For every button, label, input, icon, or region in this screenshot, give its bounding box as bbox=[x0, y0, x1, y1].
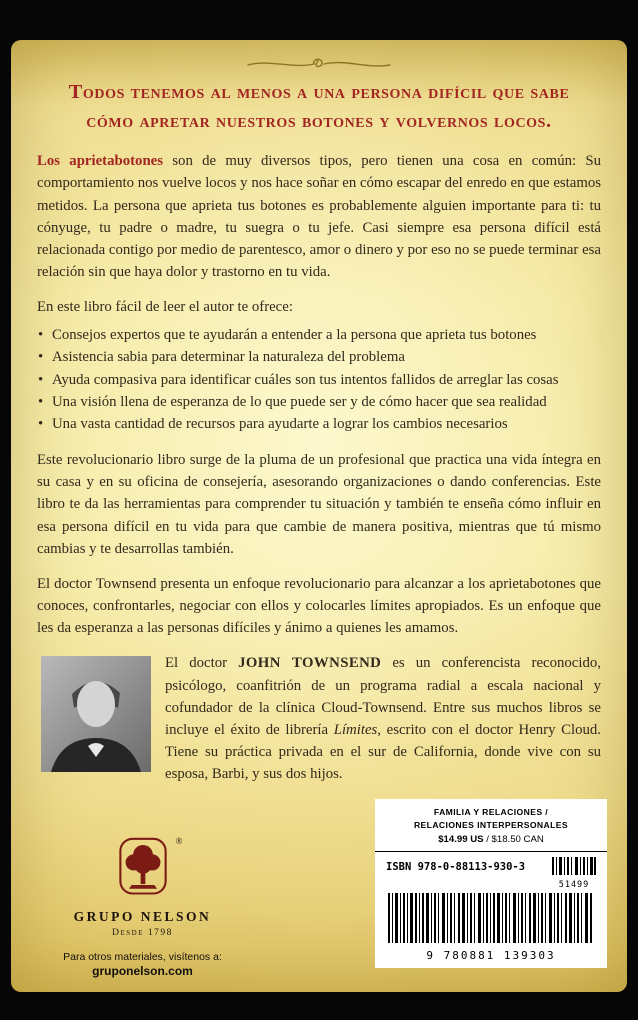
bullet-text: Una vasta cantidad de recursos para ayudarte a lograr los cambios necesarios bbox=[52, 416, 508, 433]
addon-digits: 51499 bbox=[558, 880, 590, 890]
intro-paragraph bbox=[37, 150, 601, 283]
footer bbox=[35, 799, 607, 978]
author-name: JOHN TOWNSEND bbox=[238, 655, 382, 672]
bullet-text: Consejos expertos que te ayudarán a entender a la persona que aprieta tus botones bbox=[52, 326, 537, 343]
price-can: / $18.50 CAN bbox=[483, 834, 544, 845]
barcode-addon bbox=[552, 857, 596, 890]
author-bio bbox=[37, 652, 601, 785]
price-us: $14.99 US bbox=[438, 834, 484, 845]
category-line: RELACIONES INTERPERSONALES bbox=[413, 819, 569, 830]
ean-digits: 9 780881 139303 bbox=[426, 949, 556, 962]
book-back-cover bbox=[11, 40, 627, 992]
price-line bbox=[384, 834, 598, 845]
registered-mark: ® bbox=[175, 836, 183, 846]
list-item bbox=[37, 391, 601, 413]
list-item bbox=[37, 369, 601, 391]
list-item bbox=[37, 324, 601, 346]
publisher-name: GRUPO NELSON bbox=[73, 909, 212, 924]
flourish-ornament-icon bbox=[37, 56, 601, 72]
isbn-row bbox=[384, 857, 598, 890]
publisher-note bbox=[35, 951, 250, 978]
bio-part2: , escrito con el doctor Henry Cloud. Tiene su práctica privada en el sur de California, donde vive con su esposa, Barbi, y sus dos hijos. bbox=[165, 722, 601, 783]
grupo-nelson-tree-icon bbox=[114, 836, 172, 902]
category-line: FAMILIA Y RELACIONES / bbox=[433, 807, 549, 818]
list-item bbox=[37, 346, 601, 368]
addon-barcode-icon bbox=[552, 857, 596, 875]
main-barcode bbox=[384, 893, 598, 948]
paragraph-approach: El doctor Townsend presenta un enfoque revolucionario para alcanzar a los aprietabotones que conoces, confrontarles, negociar con ellos y colocarles límites apropiados. Es un enfoque que les da esperanza a las personas difíciles y ánimo a quienes les amamos. bbox=[37, 575, 601, 637]
book-title: Límites bbox=[333, 722, 378, 739]
paragraph-professional: Este revolucionario libro surge de la pluma de un profesional que practica una vida íntegra en su casa y en su oficina de consejería, asesorando organizaciones o dando conferencias. Este libro te da las herramientas para comprender tu situación y también te enseña cómo influir en esa persona difícil en tu vida para que cambie de manera positiva, mientras que tú mismo cambias y te desarrollas también. bbox=[37, 451, 601, 557]
publisher-logo-wrap bbox=[114, 836, 183, 907]
list-item bbox=[37, 413, 601, 435]
bio-part1: es un conferencista reconocido, psicólogo, coanfitrión de un programa radial a escala nacional y cofundador de la clínica Cloud-Townsend. Entre sus muchos libros se incluye el éxito de librería bbox=[165, 655, 601, 739]
divider bbox=[375, 851, 607, 852]
publisher-tagline: Desde 1798 bbox=[112, 928, 173, 938]
author-photo bbox=[41, 656, 151, 772]
ean-barcode-icon bbox=[388, 893, 594, 943]
publisher-note-line: Para otros materiales, visítenos a: bbox=[63, 951, 222, 963]
intro-rest: son de muy diversos tipos, pero tienen una cosa en común: Su comportamiento nos vuelve locos y nos hace soñar en cómo escapar del enredo en que estamos metidos. La persona que aprieta tus botones es probablemente alguien importante para ti: tu cónyuge, tu padre o madre, tu suegra o tu jefe. Casi siempre esa persona difícil está relacionada contigo por medio de parentesco, amor o dinero y por eso no se puede terminar esa relación sin que haya dolor y trastorno en tu vida. bbox=[37, 153, 602, 281]
isbn-text: ISBN 978-0-88113-930-3 bbox=[386, 861, 526, 873]
headline: Todos tenemos al menos a una persona difícil que sabe cómo apretar nuestros botones y volvernos locos. bbox=[68, 81, 570, 133]
bio-lead-in: El doctor bbox=[165, 655, 239, 672]
bullet-text: Asistencia sabia para determinar la naturaleza del problema bbox=[52, 349, 405, 366]
barcode-box bbox=[375, 799, 607, 968]
intro-lead: Los aprietabotones bbox=[37, 153, 164, 170]
publisher-block bbox=[35, 836, 250, 978]
publisher-website: gruponelson.com bbox=[92, 964, 193, 978]
bullet-text: Una visión llena de esperanza de lo que puede ser y de cómo hacer que sea realidad bbox=[52, 393, 547, 410]
offer-list bbox=[37, 324, 601, 436]
bullet-text: Ayuda compasiva para identificar cuáles son tus intentos fallidos de arreglar las cosas bbox=[52, 371, 559, 388]
offer-intro: En este libro fácil de leer el autor te ofrece: bbox=[37, 299, 293, 316]
